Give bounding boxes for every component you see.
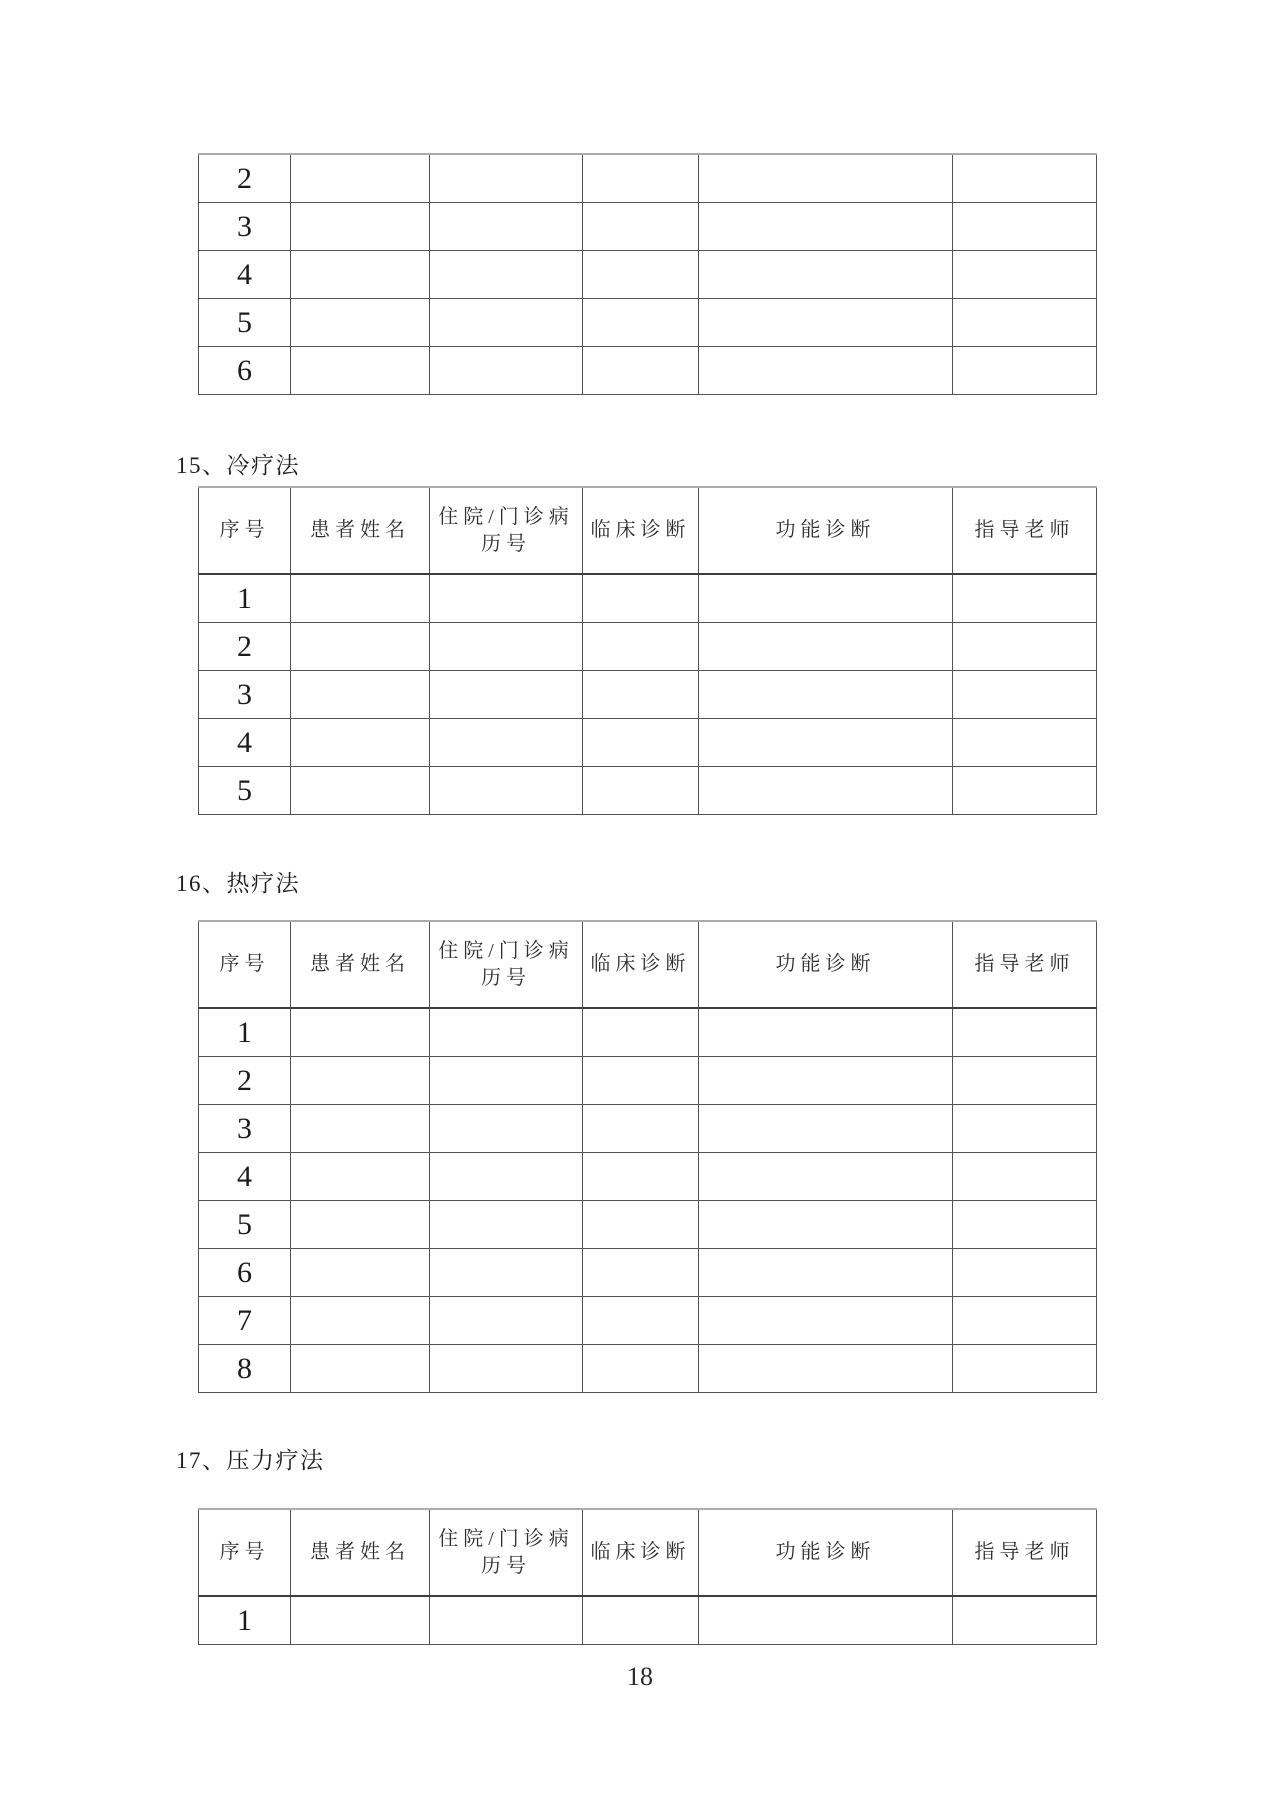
column-header-3: 临床诊断 <box>583 487 699 574</box>
empty-cell <box>699 347 953 395</box>
empty-cell <box>953 1249 1097 1297</box>
column-header-5: 指导老师 <box>953 921 1097 1008</box>
empty-cell <box>583 251 699 299</box>
empty-cell <box>953 1297 1097 1345</box>
empty-cell <box>291 1008 430 1057</box>
empty-cell <box>583 1057 699 1105</box>
row-number: 4 <box>199 719 291 767</box>
row-number: 2 <box>199 623 291 671</box>
empty-cell <box>291 154 430 203</box>
column-header-0: 序号 <box>199 1509 291 1596</box>
row-number: 8 <box>199 1345 291 1393</box>
empty-cell <box>953 347 1097 395</box>
empty-cell <box>291 767 430 815</box>
column-header-5: 指导老师 <box>953 487 1097 574</box>
row-number: 1 <box>199 574 291 623</box>
row-number: 1 <box>199 1596 291 1645</box>
empty-cell <box>953 1345 1097 1393</box>
row-number: 5 <box>199 299 291 347</box>
empty-cell <box>583 1105 699 1153</box>
empty-cell <box>291 671 430 719</box>
row-number: 5 <box>199 767 291 815</box>
empty-cell <box>699 767 953 815</box>
empty-cell <box>430 154 583 203</box>
empty-cell <box>699 1105 953 1153</box>
empty-cell <box>699 1153 953 1201</box>
empty-cell <box>953 623 1097 671</box>
row-number: 3 <box>199 1105 291 1153</box>
empty-cell <box>430 203 583 251</box>
empty-cell <box>583 623 699 671</box>
empty-cell <box>430 1297 583 1345</box>
empty-cell <box>430 1596 583 1645</box>
empty-cell <box>953 203 1097 251</box>
empty-cell <box>291 1201 430 1249</box>
empty-cell <box>953 1008 1097 1057</box>
column-header-4: 功能诊断 <box>699 1509 953 1596</box>
empty-cell <box>699 1057 953 1105</box>
empty-cell <box>430 347 583 395</box>
empty-cell <box>699 251 953 299</box>
empty-cell <box>430 623 583 671</box>
empty-cell <box>699 719 953 767</box>
empty-cell <box>430 719 583 767</box>
empty-cell <box>699 1249 953 1297</box>
empty-cell <box>583 1153 699 1201</box>
empty-cell <box>699 1596 953 1645</box>
empty-cell <box>953 154 1097 203</box>
empty-cell <box>291 1345 430 1393</box>
row-number: 1 <box>199 1008 291 1057</box>
empty-cell <box>430 1201 583 1249</box>
empty-cell <box>430 251 583 299</box>
empty-cell <box>583 1297 699 1345</box>
empty-cell <box>430 1249 583 1297</box>
empty-cell <box>699 299 953 347</box>
empty-cell <box>430 574 583 623</box>
empty-cell <box>699 1345 953 1393</box>
empty-cell <box>953 299 1097 347</box>
row-number: 2 <box>199 1057 291 1105</box>
empty-cell <box>953 1057 1097 1105</box>
empty-cell <box>291 1249 430 1297</box>
column-header-0: 序号 <box>199 921 291 1008</box>
empty-cell <box>699 574 953 623</box>
empty-cell <box>291 1596 430 1645</box>
empty-cell <box>583 154 699 203</box>
empty-cell <box>583 1596 699 1645</box>
empty-cell <box>953 671 1097 719</box>
cold-therapy-table <box>198 486 1097 815</box>
column-header-3: 临床诊断 <box>583 1509 699 1596</box>
empty-cell <box>583 1201 699 1249</box>
column-header-0: 序号 <box>199 487 291 574</box>
page-number: 18 <box>627 1662 653 1691</box>
continued-table <box>198 153 1097 395</box>
empty-cell <box>953 574 1097 623</box>
empty-cell <box>583 299 699 347</box>
empty-cell <box>953 251 1097 299</box>
empty-cell <box>291 574 430 623</box>
section-title-pressure-therapy: 17、压力疗法 <box>176 1448 325 1473</box>
empty-cell <box>699 203 953 251</box>
empty-cell <box>291 203 430 251</box>
column-header-1: 患者姓名 <box>291 921 430 1008</box>
empty-cell <box>430 1153 583 1201</box>
empty-cell <box>953 1596 1097 1645</box>
empty-cell <box>699 1201 953 1249</box>
heat-therapy-table <box>198 920 1097 1393</box>
empty-cell <box>953 767 1097 815</box>
empty-cell <box>430 1345 583 1393</box>
empty-cell <box>291 1153 430 1201</box>
empty-cell <box>953 719 1097 767</box>
empty-cell <box>953 1105 1097 1153</box>
empty-cell <box>953 1201 1097 1249</box>
empty-cell <box>430 1057 583 1105</box>
empty-cell <box>430 767 583 815</box>
section-title-heat-therapy: 16、热疗法 <box>176 871 300 896</box>
empty-cell <box>291 299 430 347</box>
row-number: 7 <box>199 1297 291 1345</box>
section-title-cold-therapy: 15、冷疗法 <box>176 453 300 478</box>
empty-cell <box>291 1105 430 1153</box>
column-header-5: 指导老师 <box>953 1509 1097 1596</box>
empty-cell <box>430 671 583 719</box>
column-header-2: 住院/门诊病 历号 <box>430 921 583 1008</box>
column-header-2: 住院/门诊病 历号 <box>430 1509 583 1596</box>
empty-cell <box>699 671 953 719</box>
row-number: 6 <box>199 1249 291 1297</box>
empty-cell <box>583 574 699 623</box>
column-header-2: 住院/门诊病 历号 <box>430 487 583 574</box>
empty-cell <box>291 1297 430 1345</box>
row-number: 2 <box>199 154 291 203</box>
column-header-3: 临床诊断 <box>583 921 699 1008</box>
empty-cell <box>699 623 953 671</box>
row-number: 3 <box>199 671 291 719</box>
empty-cell <box>699 1297 953 1345</box>
pressure-therapy-table <box>198 1508 1097 1645</box>
empty-cell <box>430 1008 583 1057</box>
empty-cell <box>583 347 699 395</box>
row-number: 4 <box>199 251 291 299</box>
row-number: 4 <box>199 1153 291 1201</box>
empty-cell <box>291 251 430 299</box>
column-header-1: 患者姓名 <box>291 1509 430 1596</box>
row-number: 6 <box>199 347 291 395</box>
row-number: 3 <box>199 203 291 251</box>
empty-cell <box>583 1008 699 1057</box>
empty-cell <box>583 767 699 815</box>
empty-cell <box>699 154 953 203</box>
empty-cell <box>583 719 699 767</box>
empty-cell <box>583 1345 699 1393</box>
column-header-4: 功能诊断 <box>699 487 953 574</box>
empty-cell <box>953 1153 1097 1201</box>
row-number: 5 <box>199 1201 291 1249</box>
empty-cell <box>583 1249 699 1297</box>
empty-cell <box>430 299 583 347</box>
empty-cell <box>430 1105 583 1153</box>
empty-cell <box>291 719 430 767</box>
empty-cell <box>291 623 430 671</box>
empty-cell <box>291 347 430 395</box>
empty-cell <box>699 1008 953 1057</box>
column-header-1: 患者姓名 <box>291 487 430 574</box>
empty-cell <box>583 203 699 251</box>
empty-cell <box>583 671 699 719</box>
empty-cell <box>291 1057 430 1105</box>
column-header-4: 功能诊断 <box>699 921 953 1008</box>
